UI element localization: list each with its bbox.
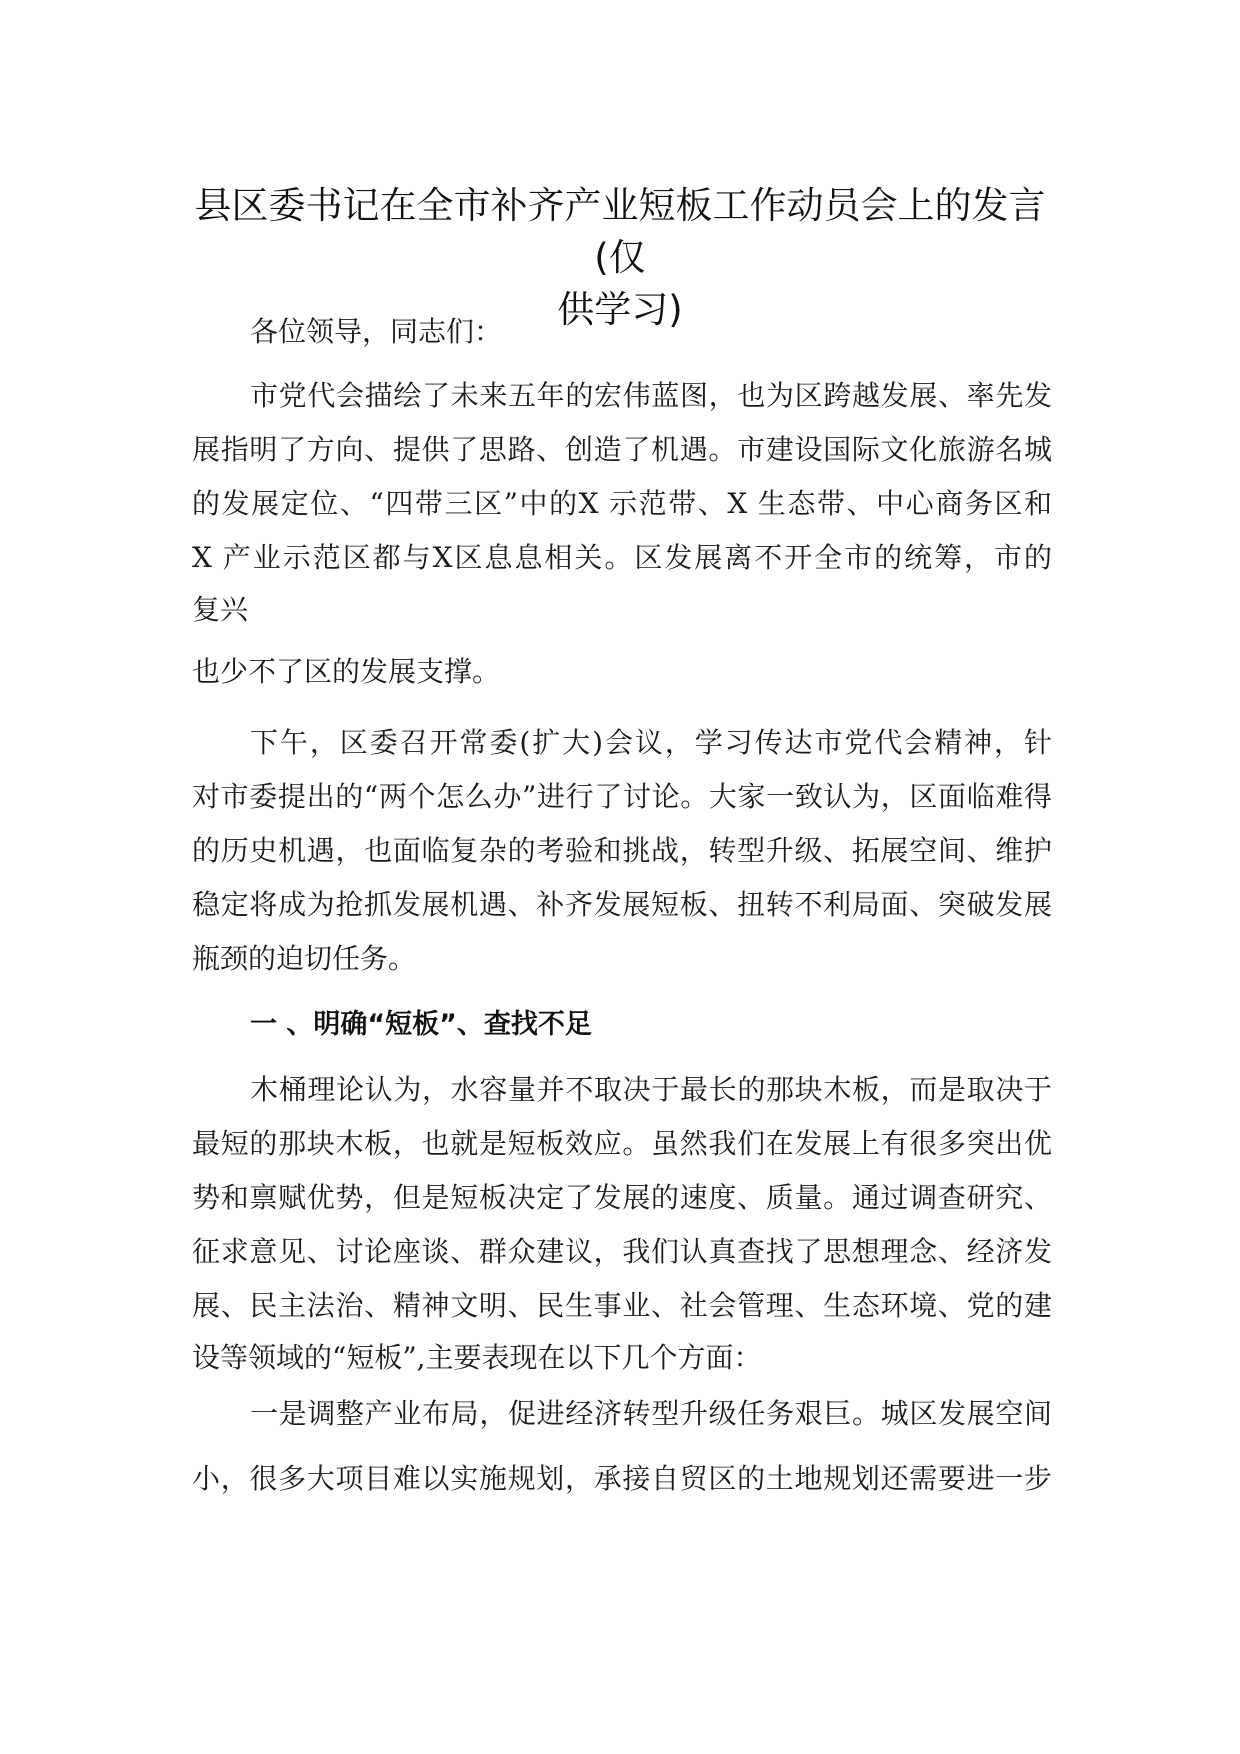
paragraph-3-line-1: 木桶理论认为，水容量并不取决于最长的那块木板，而是取决于 <box>250 1073 1052 1106</box>
paragraph-2-line-4: 稳定将成为抢抓发展机遇、补齐发展短板、扭转不利局面、突破发展 <box>192 888 1052 921</box>
paragraph-1-line-5: 复兴 <box>192 593 249 626</box>
paragraph-1-line-4: X 产业示范区都与X区息息相关。区发展离不开全市的统筹，市的 <box>192 541 1052 574</box>
paragraph-3-line-3: 势和禀赋优势，但是短板决定了发展的速度、质量。通过调查研究、 <box>192 1181 1052 1214</box>
paragraph-2-line-1: 下午，区委召开常委(扩大)会议，学习传达市党代会精神，针 <box>250 726 1052 759</box>
title-line-2: 供学习) <box>557 288 683 331</box>
paragraph-1-line-6: 也少不了区的发展支撑。 <box>192 655 501 688</box>
paragraph-3-line-5: 展、民主法治、精神文明、民生事业、社会管理、生态环境、党的建 <box>192 1289 1052 1322</box>
paragraph-2-line-2: 对市委提出的“两个怎么办”进行了讨论。大家一致认为，区面临难得 <box>192 780 1052 813</box>
paragraph-4-line-1: 一是调整产业布局，促进经济转型升级任务艰巨。城区发展空间 <box>250 1397 1052 1430</box>
paragraph-2-line-5: 瓶颈的迫切任务。 <box>192 942 417 975</box>
paragraph-4-line-2: 小，很多大项目难以实施规划，承接自贸区的土地规划还需要进一步 <box>192 1462 1052 1495</box>
paragraph-1-line-3: 的发展定位、“四带三区”中的X 示范带、X 生态带、中心商务区和 <box>192 487 1052 520</box>
salutation: 各位领导，同志们： <box>250 315 503 348</box>
paragraph-2-line-3: 的历史机遇，也面临复杂的考验和挑战，转型升级、拓展空间、维护 <box>192 834 1052 867</box>
paragraph-3-line-2: 最短的那块木板，也就是短板效应。虽然我们在发展上有很多突出优 <box>192 1127 1052 1160</box>
paragraph-3-line-4: 征求意见、讨论座谈、群众建议，我们认真查找了思想理念、经济发 <box>192 1235 1052 1268</box>
title-line-1: 县区委书记在全市补齐产业短板工作动员会上的发言(仅 <box>194 184 1046 279</box>
paragraph-1-line-2: 展指明了方向、提供了思路、创造了机遇。市建设国际文化旅游名城 <box>192 433 1052 466</box>
section-heading: 一 、明确“短板”、查找不足 <box>250 1009 592 1040</box>
paragraph-3-line-6: 设等领域的“短板”,主要表现在以下几个方面： <box>192 1341 762 1374</box>
paragraph-1-line-1: 市党代会描绘了未来五年的宏伟蓝图，也为区跨越发展、率先发 <box>250 379 1052 412</box>
